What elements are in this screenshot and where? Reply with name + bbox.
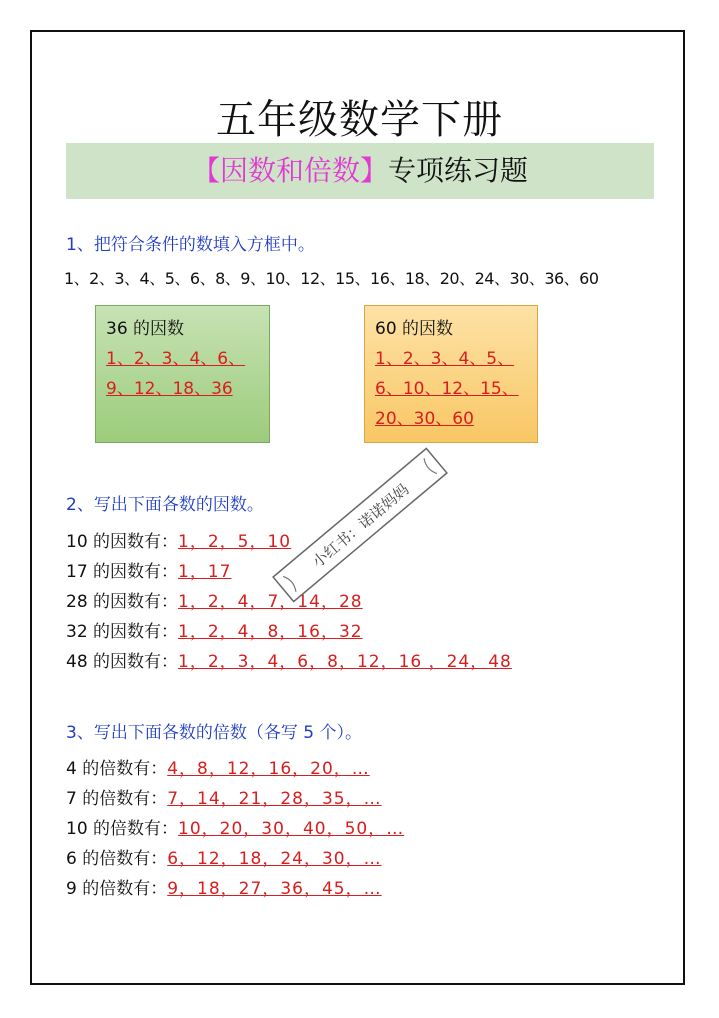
q2-row-answer: 1，2，3，4，6，8，12，16 ，24，48: [178, 652, 512, 672]
box36-line-1: 1、2、3、4、6、: [106, 349, 246, 369]
q3-row-label: 4 的倍数有：: [66, 759, 168, 779]
q2-row-answer: 1，2，4，8，16，32: [178, 622, 363, 642]
page-title: 五年级数学下册: [216, 97, 503, 143]
q2-row-label: 10 的因数有：: [66, 532, 179, 552]
q3-row-label: 10 的倍数有：: [66, 819, 179, 839]
q3-row-label: 6 的倍数有：: [66, 849, 168, 869]
q3-row-answer: 6，12，18，24，30，…: [167, 849, 382, 869]
q3-row-label: 9 的倍数有：: [66, 879, 168, 899]
q2-row: [66, 557, 232, 582]
q2-row-label: 28 的因数有：: [66, 592, 179, 612]
factors-of-60-box: [364, 305, 538, 443]
q1-number-list: 1、2、3、4、5、6、8、9、10、12、15、16、18、20、24、30、36、60: [64, 269, 599, 288]
box36-line-2: 9、12、18、36: [106, 379, 233, 399]
q2-row-answer: 1，2，4，7，14，28: [178, 592, 363, 612]
box60-line-2: 6、10、12、15、: [375, 379, 519, 399]
topic-banner: [66, 143, 654, 199]
q2-row-answer: 1，2，5，10: [178, 532, 292, 552]
watermark-stamp: [255, 440, 465, 610]
q3-row-label: 7 的倍数有：: [66, 789, 168, 809]
q2-row-label: 48 的因数有：: [66, 652, 179, 672]
box36-label: 36 的因数: [106, 319, 185, 339]
q3-row: [66, 784, 382, 809]
q3-row-answer: 7，14，21，28，35，…: [167, 789, 382, 809]
box60-line-3: 20、30、60: [375, 409, 474, 429]
q2-heading: 2、写出下面各数的因数。: [66, 495, 264, 515]
q2-row-answer: 1，17: [178, 562, 232, 582]
banner-suffix: 专项练习题: [388, 154, 529, 187]
factors-of-36-box: [95, 305, 270, 443]
q1-heading: 1、把符合条件的数填入方框中。: [66, 235, 315, 255]
q2-row-label: 17 的因数有：: [66, 562, 179, 582]
q3-row-answer: 10，20，30，40，50，…: [178, 819, 405, 839]
q3-row-answer: 4，8，12，16，20，…: [167, 759, 370, 779]
watermark-text: 小红书：诺诺妈妈: [308, 480, 413, 572]
q3-heading: 3、写出下面各数的倍数（各写 5 个）。: [66, 723, 362, 743]
q2-row: [66, 647, 512, 672]
bracket-close: 】: [360, 154, 389, 187]
bracket-open: 【: [191, 154, 220, 187]
box60-label: 60 的因数: [375, 319, 454, 339]
q3-row: [66, 844, 382, 869]
q3-row-answer: 9，18，27，36，45，…: [167, 879, 382, 899]
box60-line-1: 1、2、3、4、5、: [375, 349, 515, 369]
q3-row: [66, 874, 382, 899]
q2-row-label: 32 的因数有：: [66, 622, 179, 642]
q2-row: [66, 617, 363, 642]
q3-row: [66, 754, 370, 779]
banner-topic: 因数和倍数: [219, 154, 360, 187]
q3-row: [66, 814, 404, 839]
